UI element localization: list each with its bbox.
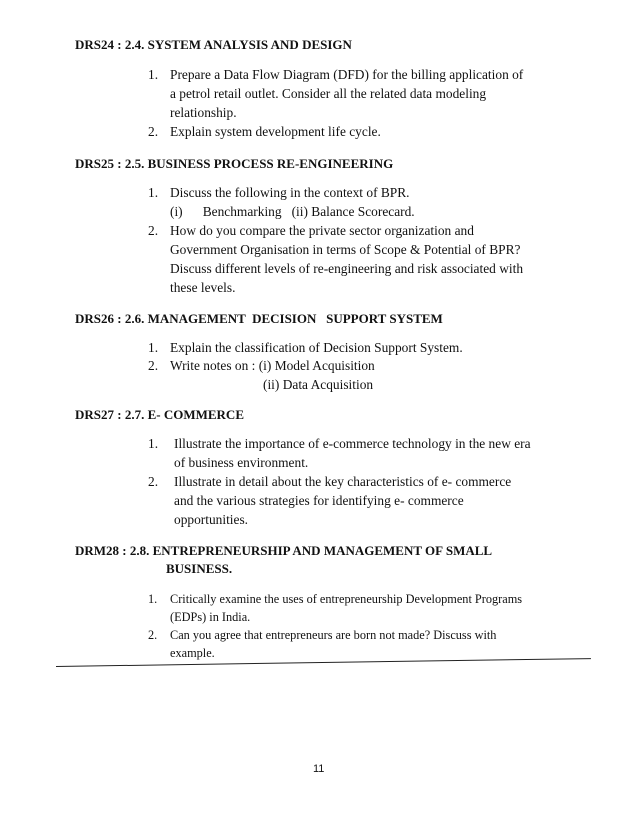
item-line: of business environment.	[174, 455, 309, 470]
item-line: Write notes on : (i) Model Acquisition	[170, 358, 375, 373]
section-heading-drs25: DRS25 : 2.5. BUSINESS PROCESS RE-ENGINEERING	[75, 156, 394, 171]
item-line: and the various strategies for identifying e- commerce	[174, 493, 464, 508]
item-line: (i) Benchmarking (ii) Balance Scorecard.	[170, 204, 415, 219]
item-line: Discuss the following in the context of BPR.	[170, 185, 410, 200]
item-number: 2.	[148, 124, 159, 139]
item-line: Critically examine the uses of entrepreneurship Development Programs	[170, 592, 523, 606]
section-heading-drs27: DRS27 : 2.7. E- COMMERCE	[75, 407, 244, 422]
item-line: (ii) Data Acquisition	[263, 377, 374, 392]
horizontal-rule	[56, 658, 591, 667]
item-line: Illustrate in detail about the key characteristics of e- commerce	[174, 474, 512, 489]
item-line: example.	[170, 646, 215, 660]
page-number: 11	[313, 763, 325, 775]
item-line: Explain system development life cycle.	[170, 124, 381, 139]
item-line: Can you agree that entrepreneurs are born not made? Discuss with	[170, 628, 497, 642]
item-line: Prepare a Data Flow Diagram (DFD) for the billing application of	[170, 67, 524, 82]
item-number: 1.	[148, 185, 159, 200]
item-line: a petrol retail outlet. Consider all the related data modeling	[170, 86, 487, 101]
item-number: 2.	[148, 358, 159, 373]
item-number: 2.	[148, 223, 159, 238]
item-number: 1.	[148, 592, 158, 606]
item-number: 1.	[148, 436, 159, 451]
item-line: Government Organisation in terms of Scope & Potential of BPR?	[170, 242, 521, 257]
item-line: How do you compare the private sector organization and	[170, 223, 474, 238]
section-heading-drm28-line2: BUSINESS.	[166, 561, 233, 576]
item-line: relationship.	[170, 105, 237, 120]
item-number: 2.	[148, 474, 159, 489]
item-line: Discuss different levels of re-engineering and risk associated with	[170, 261, 524, 276]
item-line: opportunities.	[174, 512, 249, 527]
section-heading-drs26: DRS26 : 2.6. MANAGEMENT DECISION SUPPORT SYSTEM	[75, 311, 443, 326]
item-number: 2.	[148, 628, 158, 642]
item-line: (EDPs) in India.	[170, 610, 251, 624]
section-heading-drs24: DRS24 : 2.4. SYSTEM ANALYSIS AND DESIGN	[75, 37, 352, 52]
item-line: these levels.	[170, 280, 236, 295]
item-number: 1.	[148, 67, 159, 82]
item-line: Illustrate the importance of e-commerce technology in the new era	[174, 436, 531, 451]
item-number: 1.	[148, 340, 159, 355]
item-line: Explain the classification of Decision Support System.	[170, 340, 463, 355]
section-heading-drm28: DRM28 : 2.8. ENTREPRENEURSHIP AND MANAGEMENT OF SMALL	[75, 543, 493, 558]
